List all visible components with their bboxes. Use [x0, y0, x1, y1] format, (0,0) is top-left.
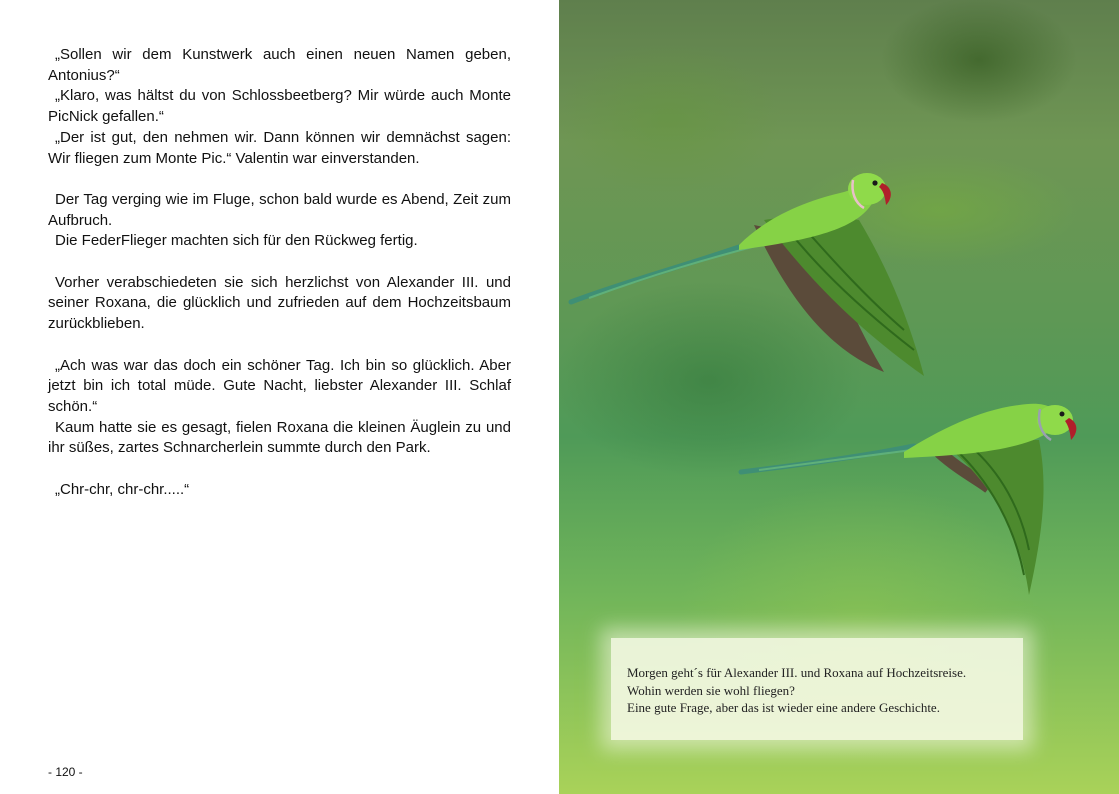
story-text	[48, 45, 511, 500]
paragraph: „Chr-chr, chr-chr.....“	[55, 480, 190, 498]
caption-line: Morgen geht´s für Alexander III. und Roxana auf Hochzeitsreise.	[627, 665, 967, 680]
paragraph: „Ach was war das doch ein schöner Tag. Ich bin so glücklich. Aber jetzt bin ich total müde. Gute Nacht, liebster Alexander III. Schlaf schön.“	[48, 356, 511, 415]
paragraph: Der Tag verging wie im Fluge, schon bald wurde es Abend, Zeit zum Aufbruch.	[48, 190, 511, 229]
right-page-photo	[559, 0, 1119, 794]
caption-line: Wohin werden sie wohl fliegen?	[627, 682, 795, 698]
caption	[627, 664, 1017, 717]
paragraph: „Klaro, was hältst du von Schlossbeetberg? Mir würde auch Monte PicNick gefallen.“	[48, 87, 511, 126]
page-number: - 120 -	[48, 765, 83, 779]
paragraph: Vorher verabschiedeten sie sich herzlichst von Alexander III. und seiner Roxana, die glücklich und zufrieden auf dem Hochzeitsbaum zurückblieben.	[48, 273, 511, 333]
paragraph: „Sollen wir dem Kunstwerk auch einen neuen Namen geben, Antonius?“	[48, 46, 511, 84]
parakeet-lower	[741, 404, 1076, 595]
paragraph: Kaum hatte sie es gesagt, fielen Roxana die kleinen Äuglein zu und ihr süßes, zartes Schnarcherlein summte durch den Park.	[48, 418, 511, 457]
paragraph: „Der ist gut, den nehmen wir. Dann können wir demnächst sagen: Wir fliegen zum Monte Pic.“ Valentin war einverstanden.	[48, 128, 511, 167]
caption-box	[611, 638, 1023, 740]
paragraph: Die FederFlieger machten sich für den Rückweg fertig.	[55, 232, 418, 250]
parakeet-upper	[571, 173, 924, 376]
caption-line: Eine gute Frage, aber das ist wieder eine andere Geschichte.	[627, 700, 940, 716]
left-page	[0, 0, 559, 794]
